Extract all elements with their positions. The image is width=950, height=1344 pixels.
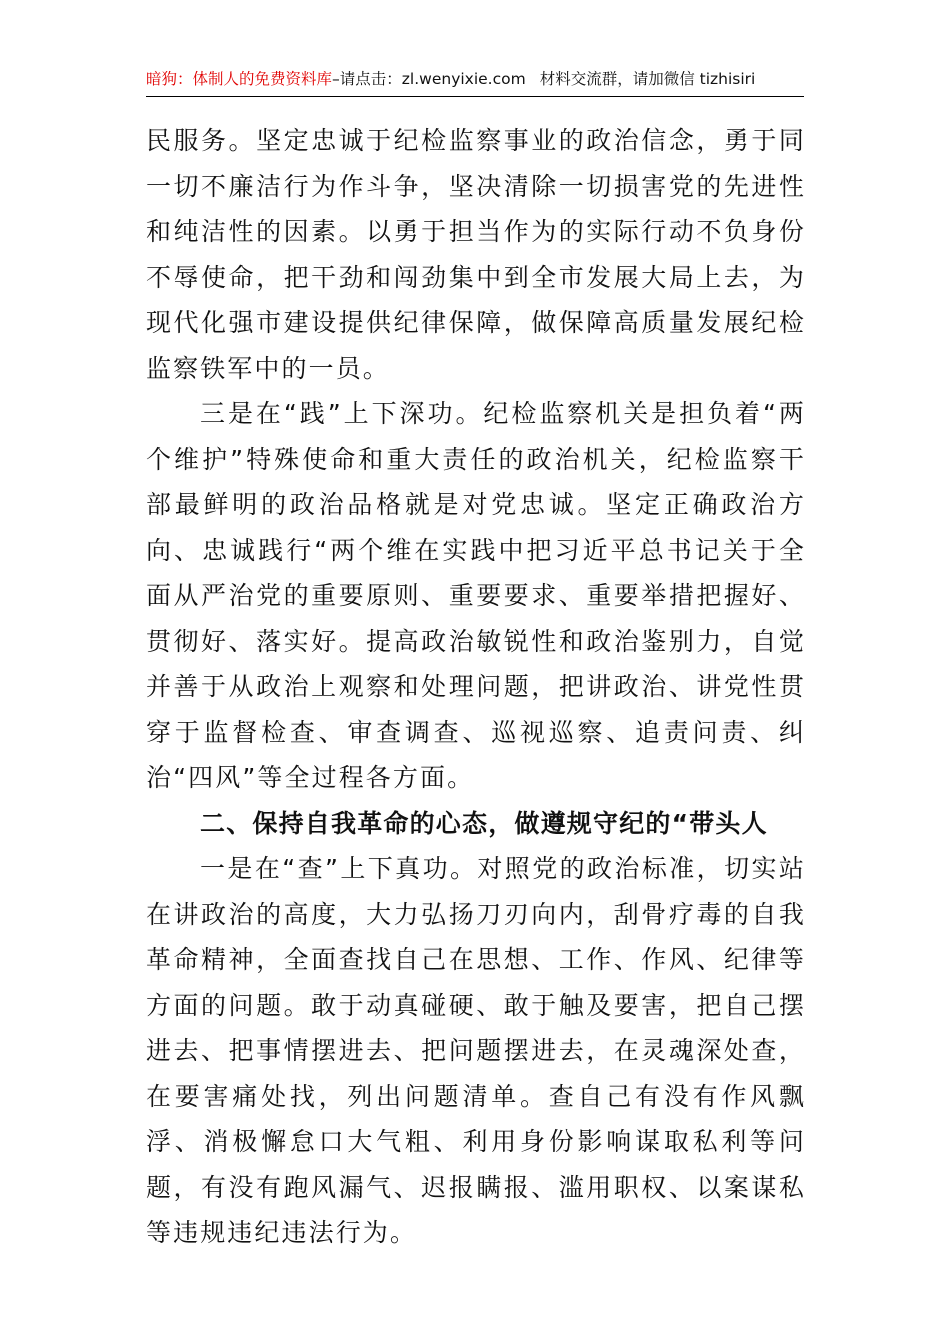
paragraph-continuation: 民服务。坚定忠诚于纪检监察事业的政治信念，勇于同一切不廉洁行为作斗争，坚决清除一切损害党的先进性和纯洁性的因素。以勇于担当作为的实际行动不负身份不辱使命，把干劲和闯劲集中到全市发展大局上去，为现代化强市建设提供纪律保障，做保障高质量发展纪检监察铁军中的一员。 (146, 126, 806, 383)
header-brand: 暗狗：体制人的免费资料库 (146, 70, 333, 88)
paragraph-point-three: 三是在“践”上下深功。纪检监察机关是担负着“两个维护”特殊使命和重大责任的政治机关，纪检监察干部最鲜明的政治品格就是对党忠诚。坚定正确政治方向、忠诚践行“两个维在实践中把习近平总书记关于全面从严治党的重要原则、重要要求、重要举措把握好、贯彻好、落实好。提高政治敏锐性和政治鉴别力，自觉并善于从政治上观察和处理问题，把讲政治、讲党性贯穿于监督检查、审查调查、巡视巡察、追责问责、纠治“四风”等全过程各方面。 (146, 399, 806, 792)
paragraph-point-one: 一是在“查”上下真功。对照党的政治标准，切实站在讲政治的高度，大力弘扬刀刃向内，刮骨疗毒的自我革命精神，全面查找自己在思想、工作、作风、纪律等方面的问题。敢于动真碰硬、敢于触及要害，把自己摆进去、把事情摆进去、把问题摆进去，在灵魂深处查，在要害痛处找，列出问题清单。查自己有没有作风飘浮、消极懈怠口大气粗、利用身份影响谋取私利等问题，有没有跑风漏气、迟报瞒报、滥用职权、以案谋私等违规违纪违法行为。 (146, 854, 806, 1247)
document-body (146, 118, 806, 1256)
section-heading: 二、保持自我革命的心态，做遵规守纪的“带头人 (200, 808, 768, 838)
header-link-url[interactable]: zl.wenyixie.com (401, 70, 526, 88)
header-link-prefix: –请点击： (332, 70, 402, 88)
header-wechat-note: 材料交流群，请加微信 tizhisiri (539, 70, 756, 88)
page-header (146, 62, 804, 97)
